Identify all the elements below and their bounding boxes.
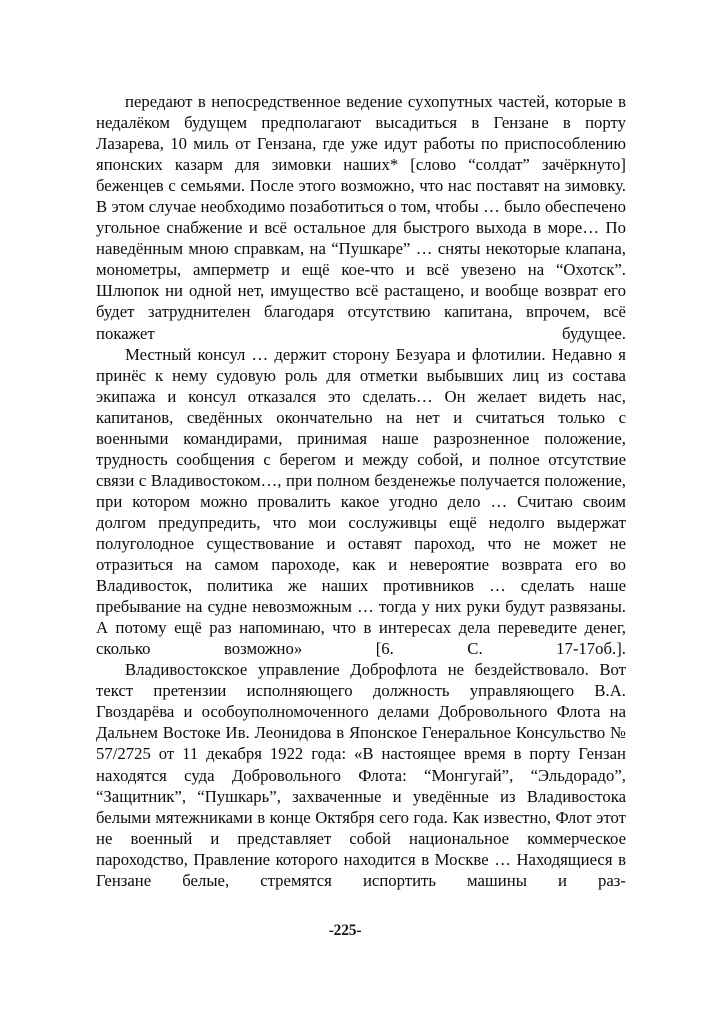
paragraph-1: передают в непосредственное ведение сухопутных частей, которые в недалёком будущем предполагают высадиться в Гензане в порту Лазарева, 10 миль от Гензана, где уже идут работы по приспособлению японских казарм для зимовки наших* [слово “солдат” зачёркнуто] беженцев с семьями. После этого возможно, что нас поставят на зимовку. В этом случае необходимо позаботиться о том, чтобы … было обеспечено угольное снабжение и всё остальное для быстрого выхода в море… По наведённым мною справкам, на “Пушкаре” … сняты некоторые клапана, монометры, амперметр и ещё кое-что и всё увезено на “Охотск”. Шлюпок ни одной нет, имущество всё растащено, и вообще возврат его будет затруднителен благодаря отсутствию капитана, впрочем, всё покажет будущее. [96, 92, 626, 343]
paragraph-2: Местный консул … держит сторону Безуара и флотилии. Недавно я принёс к нему судовую роль для отметки выбывших лиц из состава экипажа и консул отказался это сделать… Он желает видеть нас, капитанов, сведённых окончательно на нет и считаться только с военными командирами, принимая наше разрозненное положение, трудность сообщения с берегом и между собой, и полное отсутствие связи с Владивостоком…, при полном безденежье получается положение, при котором можно провалить какое угодно дело … Считаю своим долгом предупредить, что мои сослуживцы ещё недолго выдержат полуголодное существование и оставят пароход, что не может не отразиться на самом пароходе, как и невероятие возврата его во Владивосток, политика же наших противников … сделать наше пребывание на судне невозможным … тогда у них руки будут развязаны. А потому ещё раз напоминаю, что в интересах дела переведите денег, сколько возможно» [6. С. 17-17об.]. [96, 344, 626, 659]
page-number: -225- [328, 922, 362, 939]
paragraph-3: Владивостокское управление Доброфлота не бездействовало. Вот текст претензии исполняющего должность управляющего В.А. Гвоздарёва и особоуполномоченного делами Добровольного Флота на Дальнем Востоке Ив. Леонидова в Японское Генеральное Консульство № 57/2725 от 11 декабря 1922 года: «В настоящее время в порту Гензан находятся суда Добровольного Флота: “Монгугай”, “Эльдорадо”, “Защитник”, “Пушкарь”, захваченные и уведённые из Владивостока белыми мятежниками в конце Октября сего года. Как известно, Флот этот не военный и представляет собой национальное коммерческое пароходство, Правление которого находится в Москве … Находящиеся в Гензане белые, стремятся испортить машины и раз- [96, 660, 626, 890]
body-text-column [96, 91, 626, 891]
